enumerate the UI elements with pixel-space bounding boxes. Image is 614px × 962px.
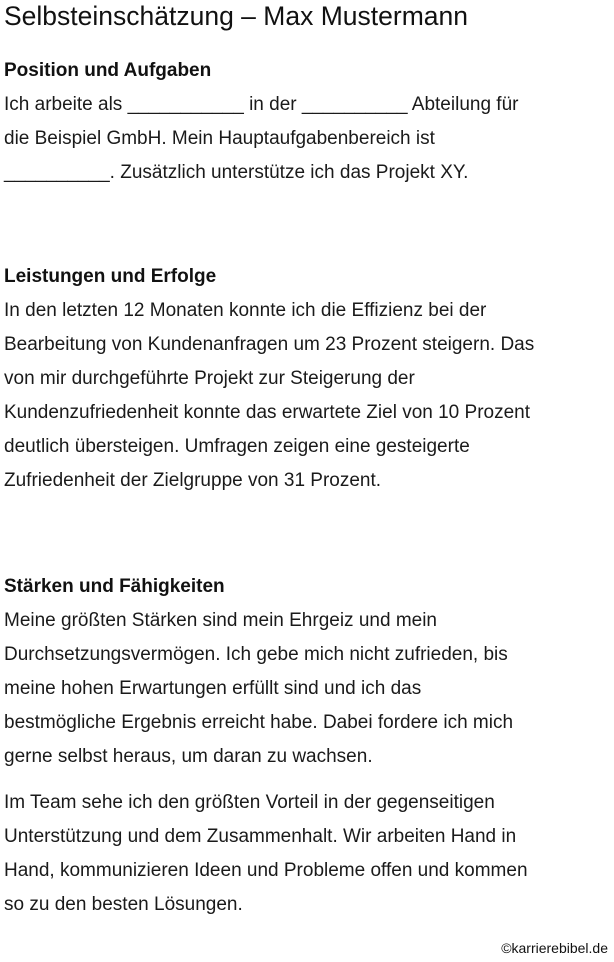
text-line: die Beispiel GmbH. Mein Hauptaufgabenbereich ist — [4, 128, 435, 149]
text-line: deutlich übersteigen. Umfragen zeigen eine gesteigerte — [4, 436, 470, 457]
text-line: gerne selbst heraus, um daran zu wachsen. — [4, 746, 373, 767]
text-line: Meine größten Stärken sind mein Ehrgeiz und mein — [4, 610, 438, 631]
section-paragraph — [4, 604, 610, 774]
text-line: Bearbeitung von Kundenanfragen um 23 Prozent steigern. Das — [4, 334, 535, 355]
document-title: Selbsteinschätzung – Max Mustermann — [4, 1, 468, 31]
text-line: Zufriedenheit der Zielgruppe von 31 Prozent. — [4, 470, 382, 491]
text-line: In den letzten 12 Monaten konnte ich die Effizienz bei der — [4, 300, 487, 321]
section-leistungen-und-erfolge — [4, 263, 610, 498]
section-staerken-und-faehigkeiten — [4, 573, 610, 922]
text-line: Durchsetzungsvermögen. Ich gebe mich nicht zufrieden, bis — [4, 644, 508, 665]
text-line: Im Team sehe ich den größten Vorteil in der gegenseitigen — [4, 792, 495, 813]
copyright-notice: ©karrierebibel.de — [501, 940, 608, 956]
section-heading: Stärken und Fähigkeiten — [4, 576, 225, 597]
text-line: bestmögliche Ergebnis erreicht habe. Dabei fordere ich mich — [4, 712, 514, 733]
section-paragraph — [4, 88, 610, 190]
section-paragraph — [4, 786, 610, 922]
text-line: von mir durchgeführte Projekt zur Steigerung der — [4, 368, 415, 389]
text-line: Kundenzufriedenheit konnte das erwartete Ziel von 10 Prozent — [4, 402, 530, 423]
text-line: Ich arbeite als ___________ in der __________ Abteilung für — [4, 94, 519, 115]
section-heading: Position und Aufgaben — [4, 60, 212, 81]
text-line: __________. Zusätzlich unterstütze ich das Projekt XY. — [4, 162, 469, 183]
text-line: meine hohen Erwartungen erfüllt sind und ich das — [4, 678, 422, 699]
section-heading: Leistungen und Erfolge — [4, 266, 217, 287]
text-line: Hand, kommunizieren Ideen und Probleme offen und kommen — [4, 860, 528, 881]
text-line: Unterstützung und dem Zusammenhalt. Wir arbeiten Hand in — [4, 826, 517, 847]
section-position-und-aufgaben — [4, 57, 610, 190]
text-line: so zu den besten Lösungen. — [4, 894, 243, 915]
section-paragraph — [4, 294, 610, 498]
